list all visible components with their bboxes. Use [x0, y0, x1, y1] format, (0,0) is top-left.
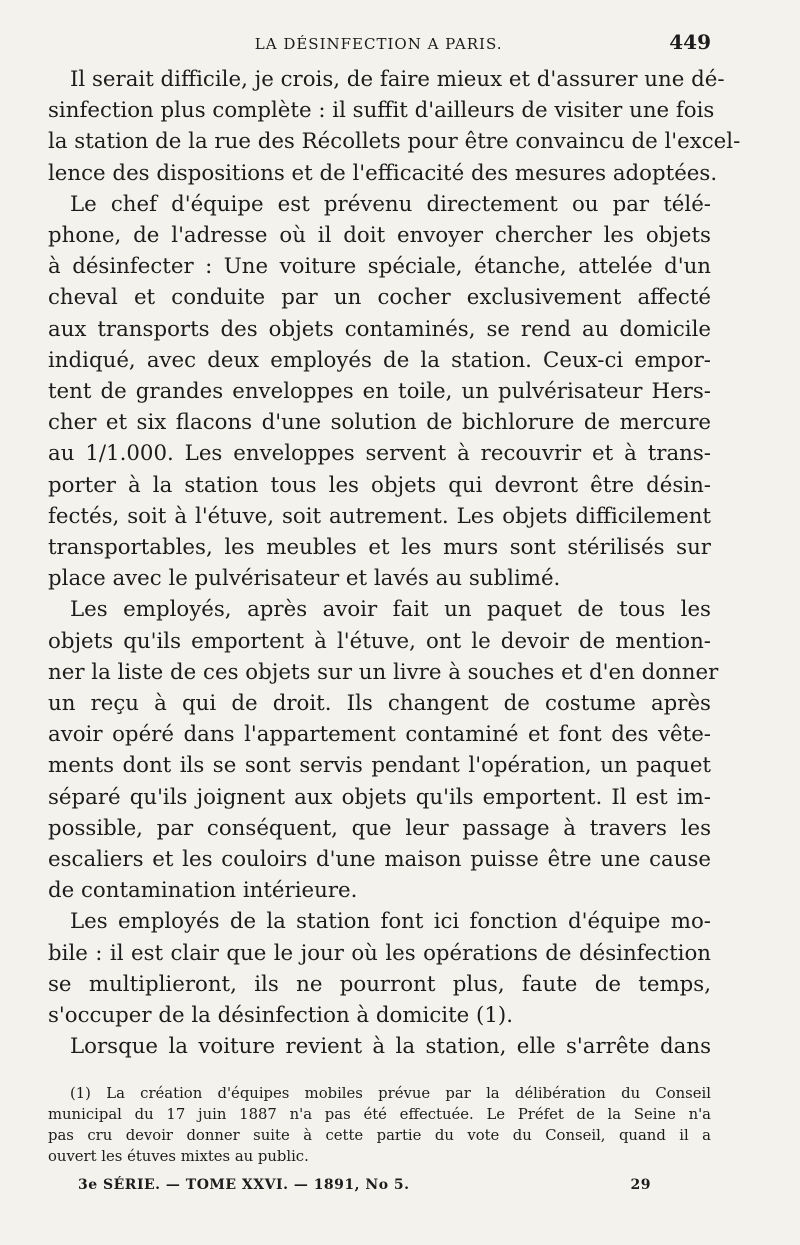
text-line: possible, par conséquent, que leur passage à travers les [48, 815, 711, 841]
text-line: lence des dispositions et de l'efficacité des mesures adoptées. [48, 160, 718, 186]
text-line: un reçu à qui de droit. Ils changent de costume après [48, 691, 711, 717]
text-line: sinfection plus complète : il suffit d'ailleurs de visiter une fois [48, 98, 715, 124]
footnote-line: (1) La création d'équipes mobiles prévue par la délibération du Conseil [70, 1084, 711, 1102]
text-line: tent de grandes enveloppes en toile, un pulvérisateur Hers- [48, 379, 711, 405]
text-line: au 1/1.000. Les enveloppes servent à recouvrir et à trans- [48, 441, 711, 467]
text-line: escaliers et les couloirs d'une maison puisse être une cause [48, 847, 711, 873]
page-number: 449 [669, 30, 711, 54]
footnote-line: ouvert les étuves mixtes au public. [48, 1147, 309, 1165]
text-line: de contamination intérieure. [48, 878, 358, 904]
text-line: ner la liste de ces objets sur un livre à souches et d'en donner [48, 659, 719, 685]
footnote-line: pas cru devoir donner suite à cette partie du vote du Conseil, quand il a [48, 1126, 711, 1144]
text-line: indiqué, avec deux employés de la station. Ceux-ci empor- [48, 347, 711, 373]
text-line: s'occuper de la désinfection à domicite (1). [48, 1003, 513, 1029]
text-line: ments dont ils se sont servis pendant l'opération, un paquet [48, 753, 711, 779]
page-header [48, 30, 711, 60]
text-line: Le chef d'équipe est prévenu directement ou par télé- [70, 191, 711, 217]
text-line: Les employés de la station font ici fonction d'équipe mo- [70, 909, 711, 935]
text-line: cher et six flacons d'une solution de bichlorure de mercure [48, 410, 711, 436]
text-line: aux transports des objets contaminés, se rend au domicile [48, 316, 711, 342]
text-line: cheval et conduite par un cocher exclusivement affecté [48, 285, 711, 311]
series-info: 3e SÉRIE. — TOME XXVI. — 1891, No 5. [78, 1176, 410, 1193]
text-line: place avec le pulvérisateur et lavés au sublimé. [48, 566, 561, 592]
sheet-number: 29 [630, 1176, 651, 1193]
text-line: à désinfecter : Une voiture spéciale, étanche, attelée d'un [48, 254, 711, 280]
signature-line [48, 1177, 711, 1193]
text-line: phone, de l'adresse où il doit envoyer chercher les objets [48, 223, 711, 249]
text-line: avoir opéré dans l'appartement contaminé et font des vête- [48, 722, 711, 748]
text-line: se multiplieront, ils ne pourront plus, faute de temps, [48, 971, 711, 997]
text-line: Les employés, après avoir fait un paquet de tous les [70, 597, 711, 623]
text-line: séparé qu'ils joignent aux objets qu'ils emportent. Il est im- [48, 784, 711, 810]
text-line: bile : il est clair que le jour où les opérations de désinfection [48, 940, 711, 966]
footnote [48, 1083, 711, 1167]
text-line: fectés, soit à l'étuve, soit autrement. Les objets difficilement [48, 503, 711, 529]
footnote-line: municipal du 17 juin 1887 n'a pas été effectuée. Le Préfet de la Seine n'a [48, 1105, 711, 1123]
text-line: porter à la station tous les objets qui devront être désin- [48, 472, 711, 498]
text-line: objets qu'ils emportent à l'étuve, ont le devoir de mention- [48, 628, 711, 654]
text-line: transportables, les meubles et les murs sont stérilisés sur [48, 535, 711, 561]
text-line: la station de la rue des Récollets pour être convaincu de l'excel- [48, 129, 741, 155]
text-line: Il serait difficile, je crois, de faire mieux et d'assurer une dé- [70, 67, 725, 92]
text-line: Lorsque la voiture revient à la station, elle s'arrête dans [70, 1034, 711, 1060]
document-page [48, 30, 741, 1193]
body-text [48, 64, 741, 1063]
running-head: LA DÉSINFECTION A PARIS. [254, 35, 503, 53]
